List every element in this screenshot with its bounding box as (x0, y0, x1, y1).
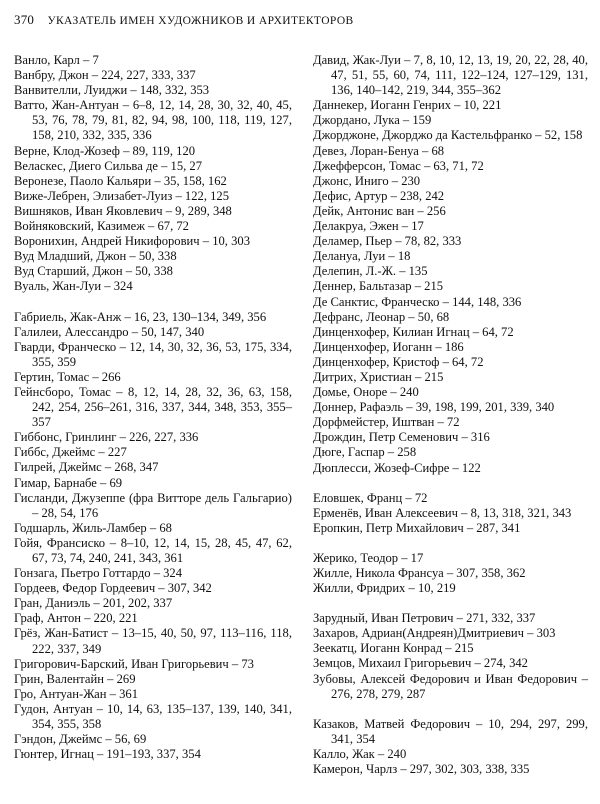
index-entry: Камерон, Чарлз – 297, 302, 303, 338, 335 (313, 762, 530, 777)
index-entry: Ватто, Жан-Антуан – 6–8, 12, 14, 28, 30, 32, 40, 45, 53, 76, 78, 79, 81, 82, 94, 98, 100, 118, 119, 127, 158, 210, 332, 335, 336 (14, 98, 292, 143)
index-entry: Габриель, Жак-Анж – 16, 23, 130–134, 349, 356 (14, 309, 267, 324)
index-entry: Делепин, Л.-Ж. – 135 (313, 264, 428, 279)
index-entry: Гойя, Франсиско – 8–10, 12, 14, 15, 28, 45, 47, 62, 67, 73, 74, 240, 241, 343, 361 (14, 535, 292, 565)
index-column-right (313, 53, 588, 777)
index-entry: Давид, Жак-Луи – 7, 8, 10, 12, 13, 19, 20, 22, 28, 40, 47, 51, 55, 60, 74, 111, 122–124, 127–129, 131, 136, 140–142, 219, 344, 355–362 (313, 53, 588, 98)
running-title: УКАЗАТЕЛЬ ИМЕН ХУДОЖНИКОВ И АРХИТЕКТОРОВ (47, 15, 354, 27)
index-entry: Дефранс, Леонар – 50, 68 (313, 309, 450, 324)
index-entry: Грёз, Жан-Батист – 13–15, 40, 50, 97, 113–116, 118, 222, 337, 349 (14, 626, 292, 656)
index-entry: Войняковский, Казимеж – 67, 72 (14, 219, 189, 234)
index-entry: Гордеев, Федор Гордеевич – 307, 342 (14, 581, 212, 596)
index-entry: Грин, Валентайн – 269 (14, 671, 136, 686)
index-entry: Деннер, Бальтазар – 215 (313, 279, 444, 294)
index-entry: Гейнсборо, Томас – 8, 12, 14, 28, 32, 36, 63, 158, 242, 254, 256–261, 316, 337, 344, 348, 353, 355–357 (14, 384, 292, 430)
index-entry: Дитрих, Христиан – 215 (313, 369, 444, 384)
index-entry: Еропкин, Петр Михайлович – 287, 341 (313, 520, 521, 535)
index-entry: Зубовы, Алексей Федорович и Иван Федорович – 276, 278, 279, 287 (313, 671, 588, 701)
index-entry: Гиббонс, Гринлинг – 226, 227, 336 (14, 430, 199, 445)
index-entry: Дейк, Антонис ван – 256 (313, 203, 446, 218)
index-entry: Деламер, Пьер – 78, 82, 333 (313, 234, 462, 249)
index-entry: Веласкес, Диего Сильва де – 15, 27 (14, 158, 203, 173)
index-entry: Жилли, Фридрих – 10, 219 (313, 581, 456, 596)
index-entry: Делануа, Луи – 18 (313, 249, 411, 264)
index-entry: Жилле, Никола Франсуа – 307, 358, 362 (313, 566, 526, 580)
index-entry: Воронихин, Андрей Никифорович – 10, 303 (14, 234, 250, 249)
index-entry: Вишняков, Иван Яковлевич – 9, 289, 348 (14, 203, 232, 218)
index-entry: Дефис, Артур – 238, 242 (313, 188, 445, 203)
index-entry: Гисланди, Джузеппе (фра Витторе дель Гальгарио) – 28, 54, 176 (14, 490, 292, 520)
index-entry: Джонс, Иниго – 230 (313, 173, 421, 188)
index-entry: Де Санктис, Франческо – 144, 148, 336 (313, 294, 522, 309)
index-column-left (14, 53, 292, 762)
index-entry: Годшарль, Жиль-Ламбер – 68 (14, 520, 172, 535)
index-entry: Виже-Лебрен, Элизабет-Луиз – 122, 125 (14, 188, 230, 203)
running-header (14, 12, 586, 28)
letter-group-gap (14, 295, 292, 310)
index-entry: Гро, Антуан-Жан – 361 (14, 686, 138, 701)
index-entry: Григорович-Барский, Иван Григорьевич – 73 (14, 656, 254, 671)
index-entry: Калло, Жак – 240 (313, 746, 407, 761)
letter-group-gap (313, 476, 588, 491)
index-entry: Гюнтер, Игнац – 191–193, 337, 354 (14, 747, 201, 762)
index-entry: Девез, Лоран-Бенуа – 68 (313, 143, 445, 158)
index-entry: Галилеи, Алессандро – 50, 147, 340 (14, 324, 205, 339)
index-entry: Динценхофер, Иоганн – 186 (313, 339, 464, 354)
index-entry: Динценхофер, Кристоф – 64, 72 (313, 354, 484, 369)
index-entry: Гонзага, Пьетро Готтардо – 324 (14, 566, 183, 581)
index-entry: Джефферсон, Томас – 63, 71, 72 (313, 158, 484, 173)
letter-group-gap (313, 702, 588, 717)
index-entry: Гиббс, Джеймс – 227 (14, 445, 127, 460)
index-entry: Даннекер, Иоганн Генрих – 10, 221 (313, 98, 502, 113)
index-entry: Жерико, Теодор – 17 (313, 550, 424, 565)
index-entry: Делакруа, Эжен – 17 (313, 219, 424, 234)
index-entry: Ванвителли, Луиджи – 148, 332, 353 (14, 83, 210, 98)
letter-group-gap (313, 596, 588, 611)
index-entry: Веронезе, Паоло Кальяри – 35, 158, 162 (14, 173, 227, 188)
index-entry: Ерменёв, Иван Алексеевич – 8, 13, 318, 321, 343 (313, 505, 572, 520)
index-entry: Доннер, Рафаэль – 39, 198, 199, 201, 339, 340 (313, 400, 555, 415)
index-entry: Дорфмейстер, Иштван – 72 (313, 415, 460, 430)
index-entry: Земцов, Михаил Григорьевич – 274, 342 (313, 656, 528, 671)
index-entry: Дрождин, Петр Семенович – 316 (313, 430, 490, 445)
index-entry: Захаров, Адриан(Андреян)Дмитриевич – 303 (313, 626, 556, 641)
index-entry: Джордано, Лука – 159 (313, 113, 432, 128)
index-entry: Ванло, Карл – 7 (14, 53, 99, 67)
index-entry: Дюплесси, Жозеф-Сифре – 122 (313, 460, 481, 475)
index-entry: Гэндон, Джеймс – 56, 69 (14, 732, 147, 747)
page-number: 370 (14, 12, 35, 27)
index-entry: Гудон, Антуан – 10, 14, 63, 135–137, 139, 140, 341, 354, 355, 358 (14, 701, 292, 732)
index-entry: Гертин, Томас – 266 (14, 369, 121, 384)
index-entry: Еловшек, Франц – 72 (313, 490, 428, 505)
index-entry: Гран, Даниэль – 201, 202, 337 (14, 596, 173, 611)
index-entry: Зарудный, Иван Петрович – 271, 332, 337 (313, 611, 536, 626)
index-entry: Домье, Оноре – 240 (313, 385, 419, 400)
index-entry: Вуд Младший, Джон – 50, 338 (14, 249, 177, 264)
index-entry: Гварди, Франческо – 12, 14, 30, 32, 36, 53, 175, 334, 355, 359 (14, 339, 292, 369)
index-entry: Вуаль, Жан-Луи – 324 (14, 279, 133, 294)
letter-group-gap (313, 536, 588, 551)
index-entry: Граф, Антон – 220, 221 (14, 611, 138, 626)
index-entry: Зеекатц, Иоганн Конрад – 215 (313, 641, 474, 656)
index-entry: Гимар, Барнабе – 69 (14, 475, 123, 490)
index-entry: Казаков, Матвей Федорович – 10, 294, 297, 299, 341, 354 (313, 716, 588, 746)
index-entry: Верне, Клод-Жозеф – 89, 119, 120 (14, 143, 196, 158)
index-entry: Ванбру, Джон – 224, 227, 333, 337 (14, 68, 196, 83)
index-entry: Вуд Старший, Джон – 50, 338 (14, 264, 173, 279)
index-entry: Гилрей, Джеймс – 268, 347 (14, 460, 159, 475)
index-entry: Динценхофер, Килиан Игнац – 64, 72 (313, 324, 514, 339)
index-entry: Дюге, Гаспар – 258 (313, 445, 417, 460)
index-entry: Джорджоне, Джорджо да Кастельфранко – 52, 158 (313, 128, 583, 143)
